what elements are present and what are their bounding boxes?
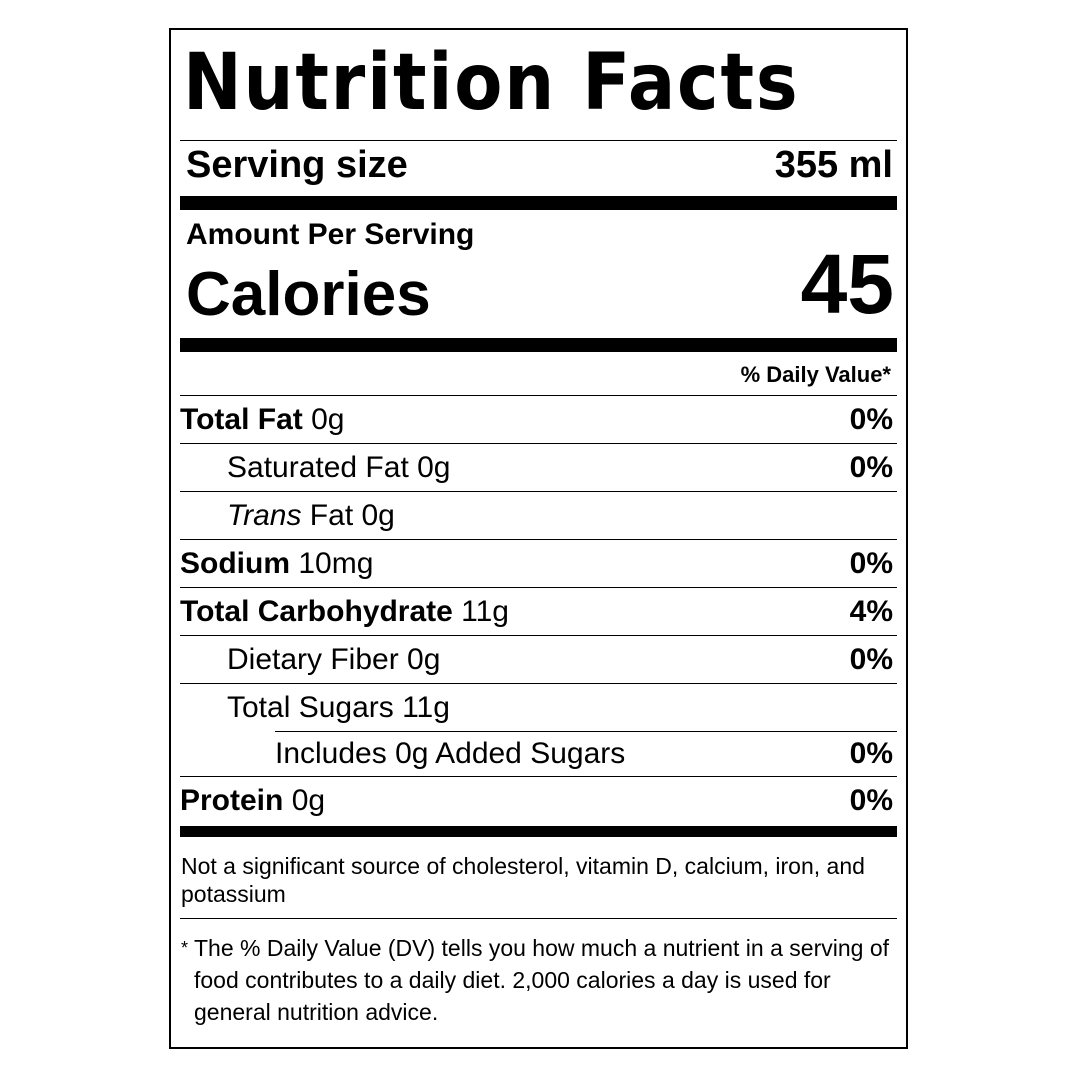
nutrient-amount: 10mg [290,546,374,580]
nutrient-row-protein [180,777,897,824]
serving-size-label: Serving size [186,144,408,186]
nutrient-dv: 0% [849,642,893,676]
thick-divider-bottom [180,826,897,837]
thick-divider-calories [180,338,897,352]
nutrient-amount: 0g [283,783,326,817]
serving-size-value: 355 ml [774,144,893,186]
nutrient-dv: 0% [849,737,893,770]
nutrient-dv: 0% [849,546,893,580]
footnote-star: * [181,938,189,958]
calories-label: Calories [186,260,431,329]
nutrient-dv: 4% [849,594,893,628]
divider [180,918,897,919]
nutrient-row-trans-fat [180,492,897,539]
title-divider [180,140,897,141]
thick-divider-top [180,196,897,210]
nutrient-row-added-sugars [180,732,897,776]
nutrient-dv: 0% [849,450,893,484]
not-significant-note: Not a significant source of cholesterol, vitamin D, calcium, iron, and potassium [181,853,865,907]
nutrient-dv: 0% [849,402,893,436]
nutrition-facts-label [169,28,908,1049]
nutrient-row-total-carbohydrate [180,588,897,635]
nutrient-row-dietary-fiber [180,636,897,683]
daily-value-header: % Daily Value* [740,362,891,387]
nutrient-name-italic: Trans [227,498,302,532]
calories-value: 45 [800,237,894,331]
nutrient-dv: 0% [849,783,893,817]
nutrient-row-total-sugars [180,684,897,731]
footnote-text: The % Daily Value (DV) tells you how much a nutrient in a serving of food contributes to a daily diet. 2,000 calories a day is used for general nutrition advice. [194,935,889,1025]
nutrient-name: Protein [180,783,284,817]
label-title: Nutrition Facts [183,38,800,128]
nutrient-row-saturated-fat [180,444,897,491]
nutrient-amount: 11g [452,594,509,628]
nutrient-amount: 0g [302,402,345,436]
amount-per-serving: Amount Per Serving [186,218,475,251]
nutrient-name: Total Sugars 11g [227,690,450,724]
nutrient-name-rest: Fat 0g [301,498,395,532]
nutrient-name: Dietary Fiber 0g [227,642,441,676]
nutrient-name: Saturated Fat 0g [227,450,451,484]
nutrient-name: Total Fat [180,402,303,436]
nutrient-row-sodium [180,540,897,587]
nutrient-name: Total Carbohydrate [180,594,453,628]
nutrient-name: Includes 0g Added Sugars [275,737,626,770]
serving-size-row [180,144,897,187]
nutrient-name: Sodium [180,546,290,580]
nutrient-row-total-fat [180,396,897,443]
